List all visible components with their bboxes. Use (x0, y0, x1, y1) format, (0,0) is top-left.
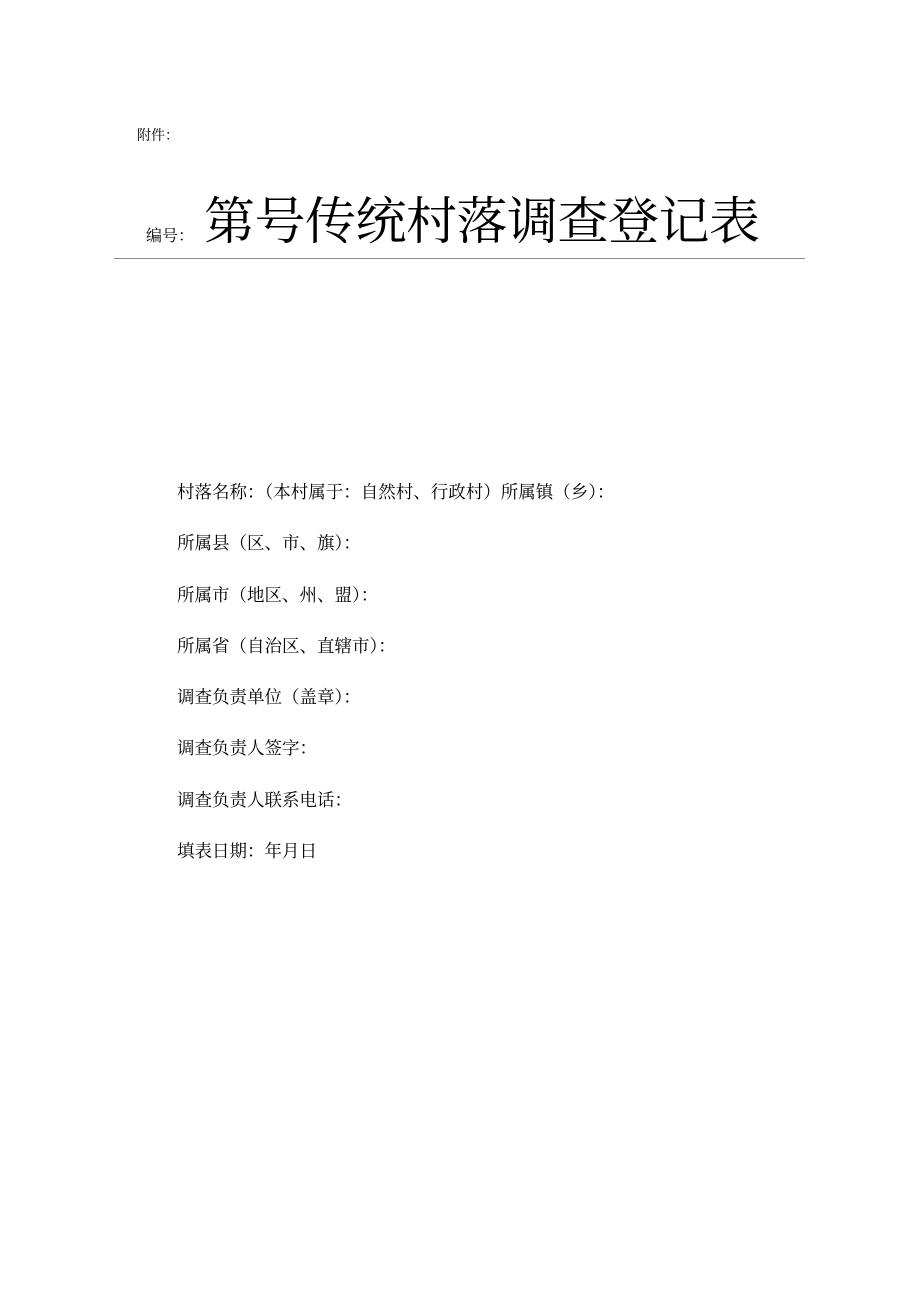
title-underline (114, 258, 805, 259)
field-survey-lead-phone: 调查负责人联系电话： (177, 790, 352, 811)
number-label: 编号： (146, 226, 195, 245)
field-county: 所属县（区、市、旗）： (177, 534, 361, 555)
field-city: 所属市（地区、州、盟）： (177, 585, 379, 606)
field-survey-unit: 调查负责单位（盖章）： (177, 688, 361, 709)
document-title: 第号传统村落调查登记表 (204, 193, 760, 252)
attachment-label: 附件： (137, 128, 179, 144)
document-header (146, 192, 806, 254)
field-province: 所属省（自治区、直辖市）： (177, 636, 396, 657)
field-fill-date: 填表日期：年月日 (177, 842, 317, 863)
field-village-name: 村落名称：（本村属于：自然村、行政村）所属镇（乡）： (177, 483, 615, 503)
form-fields (177, 480, 817, 890)
field-survey-lead-signature: 调查负责人签字： (177, 739, 317, 760)
